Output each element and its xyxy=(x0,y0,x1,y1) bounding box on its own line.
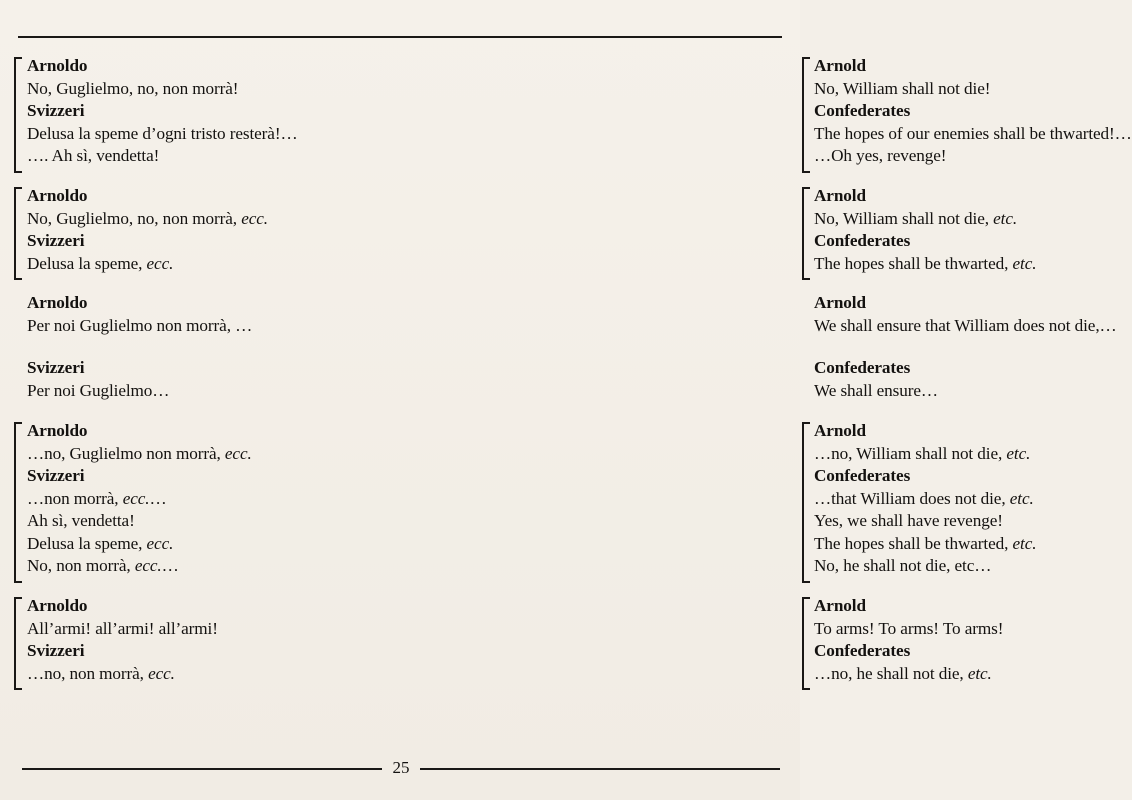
speaker-name: Confederates xyxy=(814,466,911,485)
stanza-bracket xyxy=(14,187,22,280)
bottom-rule-left xyxy=(22,768,382,770)
stanza-bracket xyxy=(14,422,22,583)
speaker-name: Arnoldo xyxy=(27,421,88,440)
lyric-line: …no, Guglielmo non morrà, ecc. xyxy=(27,443,252,463)
lyric-line: Per noi Guglielmo… xyxy=(27,380,170,400)
lyric-line: The hopes shall be thwarted, etc. xyxy=(814,253,1037,273)
lyric-line: No, Guglielmo, no, non morrà! xyxy=(27,78,239,98)
speaker-name: Arnoldo xyxy=(27,186,88,205)
lyric-line: To arms! To arms! To arms! xyxy=(814,618,1004,638)
lyric-line: Delusa la speme, ecc. xyxy=(27,253,174,273)
speaker-name: Arnold xyxy=(814,186,866,205)
lyric-line: …. Ah sì, vendetta! xyxy=(27,146,160,165)
lyric-line: …no, non morrà, ecc. xyxy=(27,663,175,683)
lyric-line: Delusa la speme, ecc. xyxy=(27,533,174,553)
lyric-line: The hopes shall be thwarted, etc. xyxy=(814,533,1037,553)
lyric-line: We shall ensure that William does not die,… xyxy=(814,315,1117,335)
speaker-name: Arnoldo xyxy=(27,596,88,615)
lyric-line: No, William shall not die, etc. xyxy=(814,208,1018,228)
speaker-name: Arnold xyxy=(814,596,866,615)
top-rule xyxy=(18,36,782,38)
lyric-line: …that William does not die, etc. xyxy=(814,488,1034,508)
lyric-line: …Oh yes, revenge! xyxy=(814,146,947,165)
stanza-bracket xyxy=(802,422,810,583)
page-number: 25 xyxy=(392,758,410,777)
speaker-name: Confederates xyxy=(814,101,911,120)
lyric-line: The hopes of our enemies shall be thwarted!… xyxy=(814,123,1132,143)
lyric-line: No, non morrà, ecc.… xyxy=(27,556,179,575)
stanza-bracket xyxy=(14,597,22,690)
stanza-bracket xyxy=(14,57,22,173)
lyric-line: Yes, we shall have revenge! xyxy=(814,511,1003,530)
lyric-line: Delusa la speme d’ogni tristo resterà!… xyxy=(27,123,298,143)
speaker-name: Confederates xyxy=(814,358,911,377)
speaker-name: Arnold xyxy=(814,421,866,440)
lyric-line: No, he shall not die, etc… xyxy=(814,556,992,575)
speaker-name: Svizzeri xyxy=(27,231,85,250)
speaker-name: Svizzeri xyxy=(27,101,85,120)
lyric-line: …non morrà, ecc.… xyxy=(27,488,167,508)
speaker-name: Arnold xyxy=(814,56,866,75)
stanza-bracket xyxy=(802,597,810,690)
speaker-name: Arnoldo xyxy=(27,56,88,75)
bottom-rule-right xyxy=(420,768,780,770)
lyric-line: Ah sì, vendetta! xyxy=(27,511,135,530)
speaker-name: Arnoldo xyxy=(27,293,88,312)
lyric-line: No, Guglielmo, no, non morrà, ecc. xyxy=(27,208,268,228)
speaker-name: Confederates xyxy=(814,641,911,660)
speaker-name: Svizzeri xyxy=(27,358,85,377)
stanza-bracket xyxy=(802,187,810,280)
speaker-name: Svizzeri xyxy=(27,641,85,660)
lyric-line: …no, William shall not die, etc. xyxy=(814,443,1031,463)
stanza-bracket xyxy=(802,57,810,173)
speaker-name: Arnold xyxy=(814,293,866,312)
lyric-line: No, William shall not die! xyxy=(814,78,991,98)
lyric-line: Per noi Guglielmo non morrà, … xyxy=(27,315,253,335)
lyric-line: All’armi! all’armi! all’armi! xyxy=(27,618,218,638)
lyric-line: We shall ensure… xyxy=(814,380,938,400)
speaker-name: Confederates xyxy=(814,231,911,250)
speaker-name: Svizzeri xyxy=(27,466,85,485)
lyric-line: …no, he shall not die, etc. xyxy=(814,663,992,683)
